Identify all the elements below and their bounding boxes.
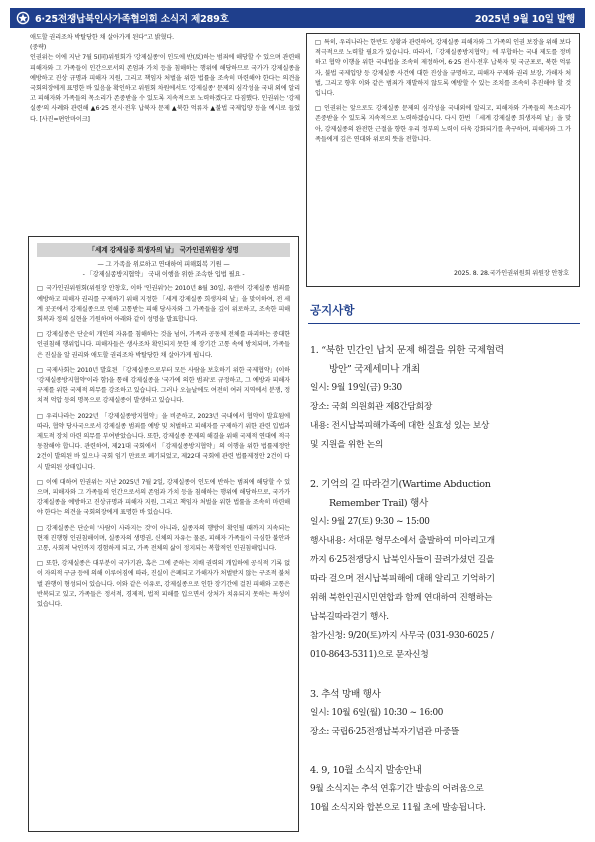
statement-item: □ 강제실종은 단순히 '사람이 사라지는 것'이 아니라, 실종자의 행방이 확인될 때까지 지속되는 현재 진행형 인권침해이며, 실종자의 생명권, 신체의 자유는 물론, 피해자 가족들이 극심한 불안과 고통, 사회적 낙인까지 경험하게 되고, 가족 전체의 삶이 정지되는 복합적인 인권침해입니다. bbox=[37, 524, 290, 553]
notice-2-title-cont: Remember Trail) 행사 bbox=[329, 497, 428, 509]
square-bullet-icon: □ bbox=[315, 105, 321, 113]
article-paragraph: 인권위는 이에 지난 7월 5(同)위원회가 '강제실종'이 인도에 반(反)하는 범죄에 해당할 수 있으며 관련해 피해자와 그 가족들이 인간으로서의 존엄과 가치 등을 침해하는 행위에 해당하므로 국가가 강제실종을 예방하고 진상 규명과 피해자 지원, 그리고 책임자 처벌을 위한 법률을 조속히 마련해야 한다는 의견을 국회의장에게 표명한 바 있음을 확인하고 위원회 차원에서도 '강제실종' 문제의 심각성을 국내 외에 알리고 피해자와 가족들의 목소리가 존중받을 수 있도록 지속적으로 노력하겠다고 다짐했다. 인권위는 '강제실종'의 사례와 관련해 ▲6·25 전시·전후 납북자 문제 ▲북한 억류자 ▲불법 국제입양 등을 예시로 들었다. [사진=편안마이크] bbox=[30, 54, 300, 123]
square-bullet-icon: □ bbox=[37, 331, 43, 339]
notice-2-desc: 행사내용: 서대문 형무소에서 출발하여 미아리고개 bbox=[310, 535, 495, 546]
notice-4-desc: 9월 소식지는 추석 연휴기간 발송의 어려움으로 bbox=[310, 783, 484, 794]
statement-continuation-box bbox=[306, 33, 580, 287]
notice-4-desc-cont: 10월 소식지와 합본으로 11월 초에 발송됩니다. bbox=[310, 802, 486, 813]
article-ellipsis: (중략) bbox=[30, 44, 47, 52]
issue-date: 2025년 9월 10일 발행 bbox=[474, 14, 575, 25]
statement-title: 「세계 강제실종 희생자의 날」 국가인권위원장 성명 bbox=[37, 243, 290, 257]
notice-1-content-cont: 및 지원을 위한 논의 bbox=[310, 440, 384, 451]
square-bullet-icon: □ bbox=[37, 478, 43, 486]
square-bullet-icon: □ bbox=[37, 560, 43, 568]
notice-1-place: 장소: 국회 의원회관 제8간담회장 bbox=[310, 402, 433, 413]
notice-2-apply: 참가신청: 9/20(토)까지 사무국 (031-930-6025 / bbox=[310, 631, 494, 642]
organization-emblem-icon bbox=[16, 11, 30, 25]
statement-subtitle: - 「강제실종방지협약」 국내 이행을 위한 조속한 입법 필요 - bbox=[82, 270, 245, 278]
square-bullet-icon: □ bbox=[37, 524, 43, 532]
square-bullet-icon: □ bbox=[315, 39, 321, 46]
notice-1-date: 일시: 9월 19일(금) 9:30 bbox=[310, 383, 402, 394]
notice-2-desc: 따라 걸으며 전시납북피해에 대해 알리고 기억하기 bbox=[310, 574, 495, 585]
notice-3-date: 일시: 10월 6일(월) 10:30 ~ 16:00 bbox=[310, 707, 444, 718]
statement-item: □ 또한, 강제실종은 대부분이 국가기관, 혹은 그에 준하는 지배 권력의 개입하에 공식적 기록 없이 자의적 구금 등에 의해 이루어짐에 따라, 진실이 은폐되고 가해자가 처벌받지 않는 구조적 불처벌 관행이 형성되어 있습니다. 이와 같은 이유로, 강제실종으로 인한 장기간에 걸친 피해와 고통은 반복되고 있고, 가족들은 정서적, 경제적, 법적 피해를 입으면서 상처가 치유되지 못하는 특성이 있습니다. bbox=[37, 560, 290, 609]
square-bullet-icon: □ bbox=[37, 366, 43, 374]
notice-2-desc: 위해 북한인권시민연합과 함께 연대하여 진행하는 bbox=[310, 593, 493, 604]
statement-signature: 2025. 8. 28.국가인권위원회 위원장 안창호 bbox=[454, 269, 569, 277]
notice-2-desc: 까지 6·25전쟁당시 납북인사들이 끌려가셨던 길을 bbox=[310, 554, 495, 565]
statement-subtitle: — 그 가족을 위로하고 연대하여 피해회복 기원 — bbox=[97, 261, 230, 269]
statement-item: □ 인권위는 앞으로도 강제실종 문제의 심각성을 국내외에 알리고, 피해자와 가족들의 목소리가 존중받을 수 있도록 지속적으로 노력하겠습니다. 다시 한번 「세계 강제실종 희생자의 날」을 맞아, 강제실종의 완전한 근절을 향한 우리 정부의 노력이 더욱 강화되기를 촉구하며, 피해자와 그 가족들에게 깊은 연대와 위로의 뜻을 전합니다. bbox=[315, 105, 571, 143]
notice-1-content: 내용: 전시납북피해가족에 대한 실효성 있는 보상 bbox=[310, 421, 490, 432]
article-continuation bbox=[30, 33, 300, 125]
statement-item: □ 이에 대하여 인권위는 지난 2025년 7월 2일, 강제실종이 인도에 반하는 범죄에 해당할 수 있으며, 피해자와 그 가족들의 인간으로서의 존엄과 가치 등을 침해하는 행위에 해당하므로, 국가가 강제실종을 예방하고 진상규명과 피해자 지원, 그리고 책임자 처벌을 위한 법률을 조속히 마련해야 한다는 의견을 국회의장에게 표명한 바 있습니다. bbox=[37, 478, 290, 517]
statement-item: □ 국제사회는 2010년 발효된 「강제실종으로부터 모든 사람을 보호하기 위한 국제협약」(이하 '강제실종방지협약'이라 함)을 통해 강제실종을 '국가에 의한 범죄'로 규정하고, 그 예방과 피해자 구제를 위한 국제적 의무를 강조하고 있습니다. 그러나 오늘날에도 여전히 여러 지역에서 분쟁, 정치적 억압 등의 명목으로 강제실종이 발생하고 있습니다. bbox=[37, 366, 290, 405]
square-bullet-icon: □ bbox=[37, 412, 43, 420]
notice-3-place: 장소: 국립6·25전쟁납북자기념관 마중뜰 bbox=[310, 726, 460, 737]
statement-item: □ 우리나라는 2022년 「강제실종방지협약」을 비준하고, 2023년 국내에서 협약이 발효됨에 따라, 협약 당사국으로서 강제실종 범죄를 예방 및 처벌하고 피해자를 구제하기 위한 관련 입법과 제도적 장치 마련 의무를 부여받았습니다. 또한, 강제실종 문제의 해결을 위해 국제적 연대에 적극 동참해야 합니다. 관련하여, 제21대 국회에서 「강제실종방지협약」의 이행을 위한 법률제정안 2건이 발의된 바 있으나 국회 임기 만료로 폐기되었고, 제22대 국회에 관련 법률제정안 2건이 다시 발의된 상태입니다. bbox=[37, 412, 290, 471]
notice-heading: 공지사항 bbox=[310, 303, 355, 317]
notice-2-date: 일시: 9월 27(토) 9:30 ~ 15:00 bbox=[310, 516, 430, 527]
notice-3-title: 3. 추석 망배 행사 bbox=[310, 688, 381, 700]
newsletter-title: 6·25전쟁납북인사가족협의회 소식지 제289호 bbox=[35, 14, 229, 25]
statement-item: □ 특히, 우리나라는 한반도 상황과 관련하여, 강제실종 피해자와 그 가족의 인권 보장을 위해 보다 적극적으로 노력할 필요가 있습니다. 따라서,「강제실종방지협약」에 부합하는 국내 제도를 정비하고 협약 이행을 위한 국내법을 조속히 제정하여, 6·25 전시·전후 납북자 및 국군포로, 북한 억류자, 불법 국제입양 등 강제실종 사건에 대한 진상을 규명하고, 피해자 구제와 권리 보장, 가해자 처벌, 그리고 향후 이와 같은 범죄가 재발하지 않도록 예방할 수 있는 조치를 조속히 추진해야 할 것입니다. bbox=[315, 39, 571, 98]
notice-2-title: 2. 기억의 길 따라걷기(Wartime Abduction bbox=[310, 478, 491, 490]
notice-list bbox=[310, 341, 580, 818]
article-paragraph: 애도할 권리조차 박탈당한 채 살아가게 된다”고 밝혔다. bbox=[30, 34, 174, 41]
notice-2-desc: 납북길따라걷기 행사. bbox=[310, 612, 389, 623]
notice-divider bbox=[308, 323, 580, 324]
newsletter-header bbox=[10, 8, 585, 28]
square-bullet-icon: □ bbox=[37, 285, 43, 293]
commissioner-statement-box bbox=[28, 236, 299, 832]
notice-1-title-cont: 방안” 국제세미나 개최 bbox=[329, 364, 420, 376]
statement-item: □ 국가인권위원회(위원장 안창호, 이하 '인권위')는 2010년 8월 30일, 유엔이 강제실종 범죄를 예방하고 피해자 권리를 구제하기 위해 지정한 「세계 강제실종 희생자의 날」을 맞이하여, 전 세계 곳곳에서 강제실종으로 인해 고통받는 피해 당사자와 그 가족들을 깊이 위로하고, 조속한 피해회복과 정의 실현을 기원하며 아래와 같이 성명을 발표합니다. bbox=[37, 285, 290, 323]
notice-4-title: 4. 9, 10월 소식지 발송안내 bbox=[310, 764, 422, 776]
notice-1-title: 1. “북한 민간인 납치 문제 해결을 위한 국제협력 bbox=[310, 345, 504, 356]
statement-item: □ 강제실종은 단순히 개인의 자유를 침해하는 것을 넘어, 가족과 공동체 전체를 파괴하는 중대한 인권침해 행위입니다. 피해자들은 생사조차 확인되지 못한 채 장기간 고통 속에 방치되며, 가족들은 진실을 알 권리와 애도할 권리조차 박탈당한 채 살아가게 됩니다. bbox=[37, 331, 290, 359]
notice-2-apply-cont: 010-8643-5311)으로 문자신청 bbox=[310, 650, 429, 661]
